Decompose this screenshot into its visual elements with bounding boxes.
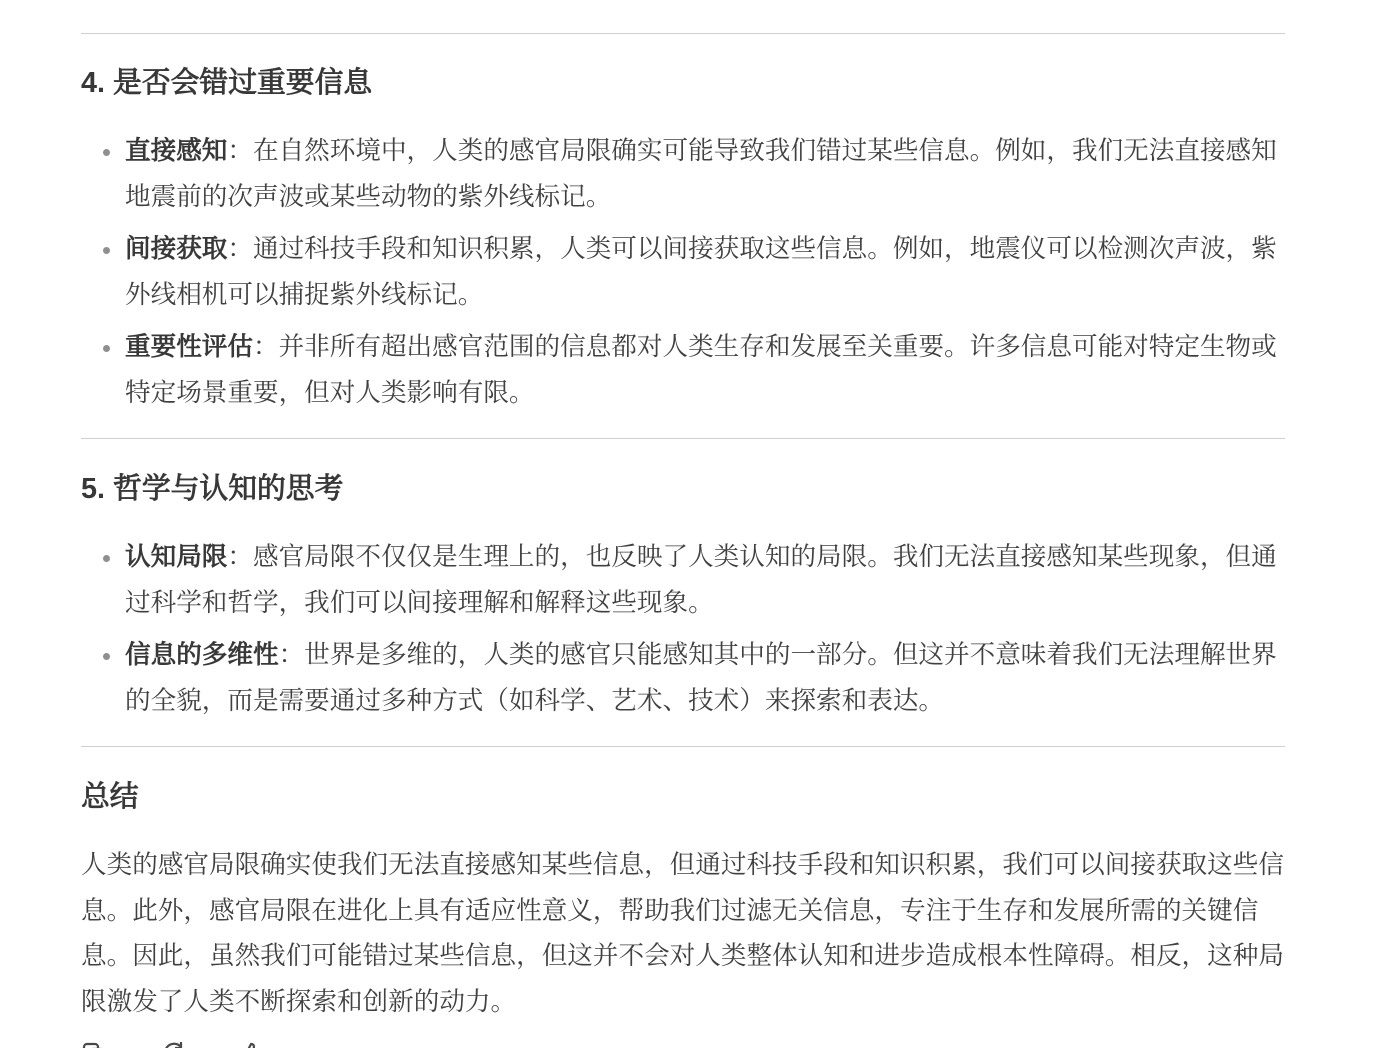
item-label: 重要性评估 (125, 333, 253, 362)
list-item (125, 227, 1285, 318)
bullet-list (81, 129, 1285, 416)
bullet-list (81, 535, 1285, 724)
list-item (125, 129, 1285, 220)
item-text: ：感官局限不仅仅是生理上的，也反映了人类认知的局限。我们无法直接感知某些现象，但通过科学和哲学，我们可以间接理解和解释这些现象。 (125, 543, 1277, 617)
regenerate-icon (161, 1041, 187, 1048)
bullet-dot (103, 345, 110, 352)
list-item (125, 633, 1285, 724)
thumbs-up-button[interactable] (239, 1041, 265, 1048)
section-heading: 4. 是否会错过重要信息 (81, 67, 373, 100)
item-label: 信息的多维性 (125, 641, 279, 670)
list-item (125, 535, 1285, 626)
regenerate-button[interactable] (161, 1041, 187, 1048)
list-item (125, 325, 1285, 416)
bullet-dot (103, 149, 110, 156)
message-action-bar (81, 1039, 321, 1048)
copy-button[interactable] (81, 1041, 107, 1048)
thumbs-up-icon (239, 1041, 265, 1048)
item-label: 间接获取 (125, 235, 228, 264)
item-label: 认知局限 (125, 543, 228, 572)
bullet-dot (103, 247, 110, 254)
item-text: ：并非所有超出感官范围的信息都对人类生存和发展至关重要。许多信息可能对特定生物或特定场景重要，但对人类影响有限。 (125, 333, 1277, 407)
item-text: ：在自然环境中，人类的感官局限确实可能导致我们错过某些信息。例如，我们无法直接感知地震前的次声波或某些动物的紫外线标记。 (125, 137, 1277, 211)
copy-icon (81, 1041, 107, 1048)
item-text: ：世界是多维的，人类的感官只能感知其中的一部分。但这并不意味着我们无法理解世界的全貌，而是需要通过多种方式（如科学、艺术、技术）来探索和表达。 (125, 641, 1277, 715)
bullet-dot (103, 555, 110, 562)
summary-heading: 总结 (81, 781, 139, 814)
item-label: 直接感知 (125, 137, 228, 166)
divider (81, 438, 1285, 439)
message-content (81, 0, 1285, 1026)
bullet-dot (103, 653, 110, 660)
divider (81, 33, 1285, 34)
section-heading: 5. 哲学与认知的思考 (81, 473, 344, 506)
summary-paragraph: 人类的感官局限确实使我们无法直接感知某些信息，但通过科技手段和知识积累，我们可以间接获取这些信息。此外，感官局限在进化上具有适应性意义，帮助我们过滤无关信息，专注于生存和发展所需的关键信息。因此，虽然我们可能错过某些信息，但这并不会对人类整体认知和进步造成根本性障碍。相反，这种局限激发了人类不断探索和创新的动力。 (81, 851, 1284, 1016)
divider (81, 746, 1285, 747)
item-text: ：通过科技手段和知识积累，人类可以间接获取这些信息。例如，地震仪可以检测次声波，紫外线相机可以捕捉紫外线标记。 (125, 235, 1277, 309)
